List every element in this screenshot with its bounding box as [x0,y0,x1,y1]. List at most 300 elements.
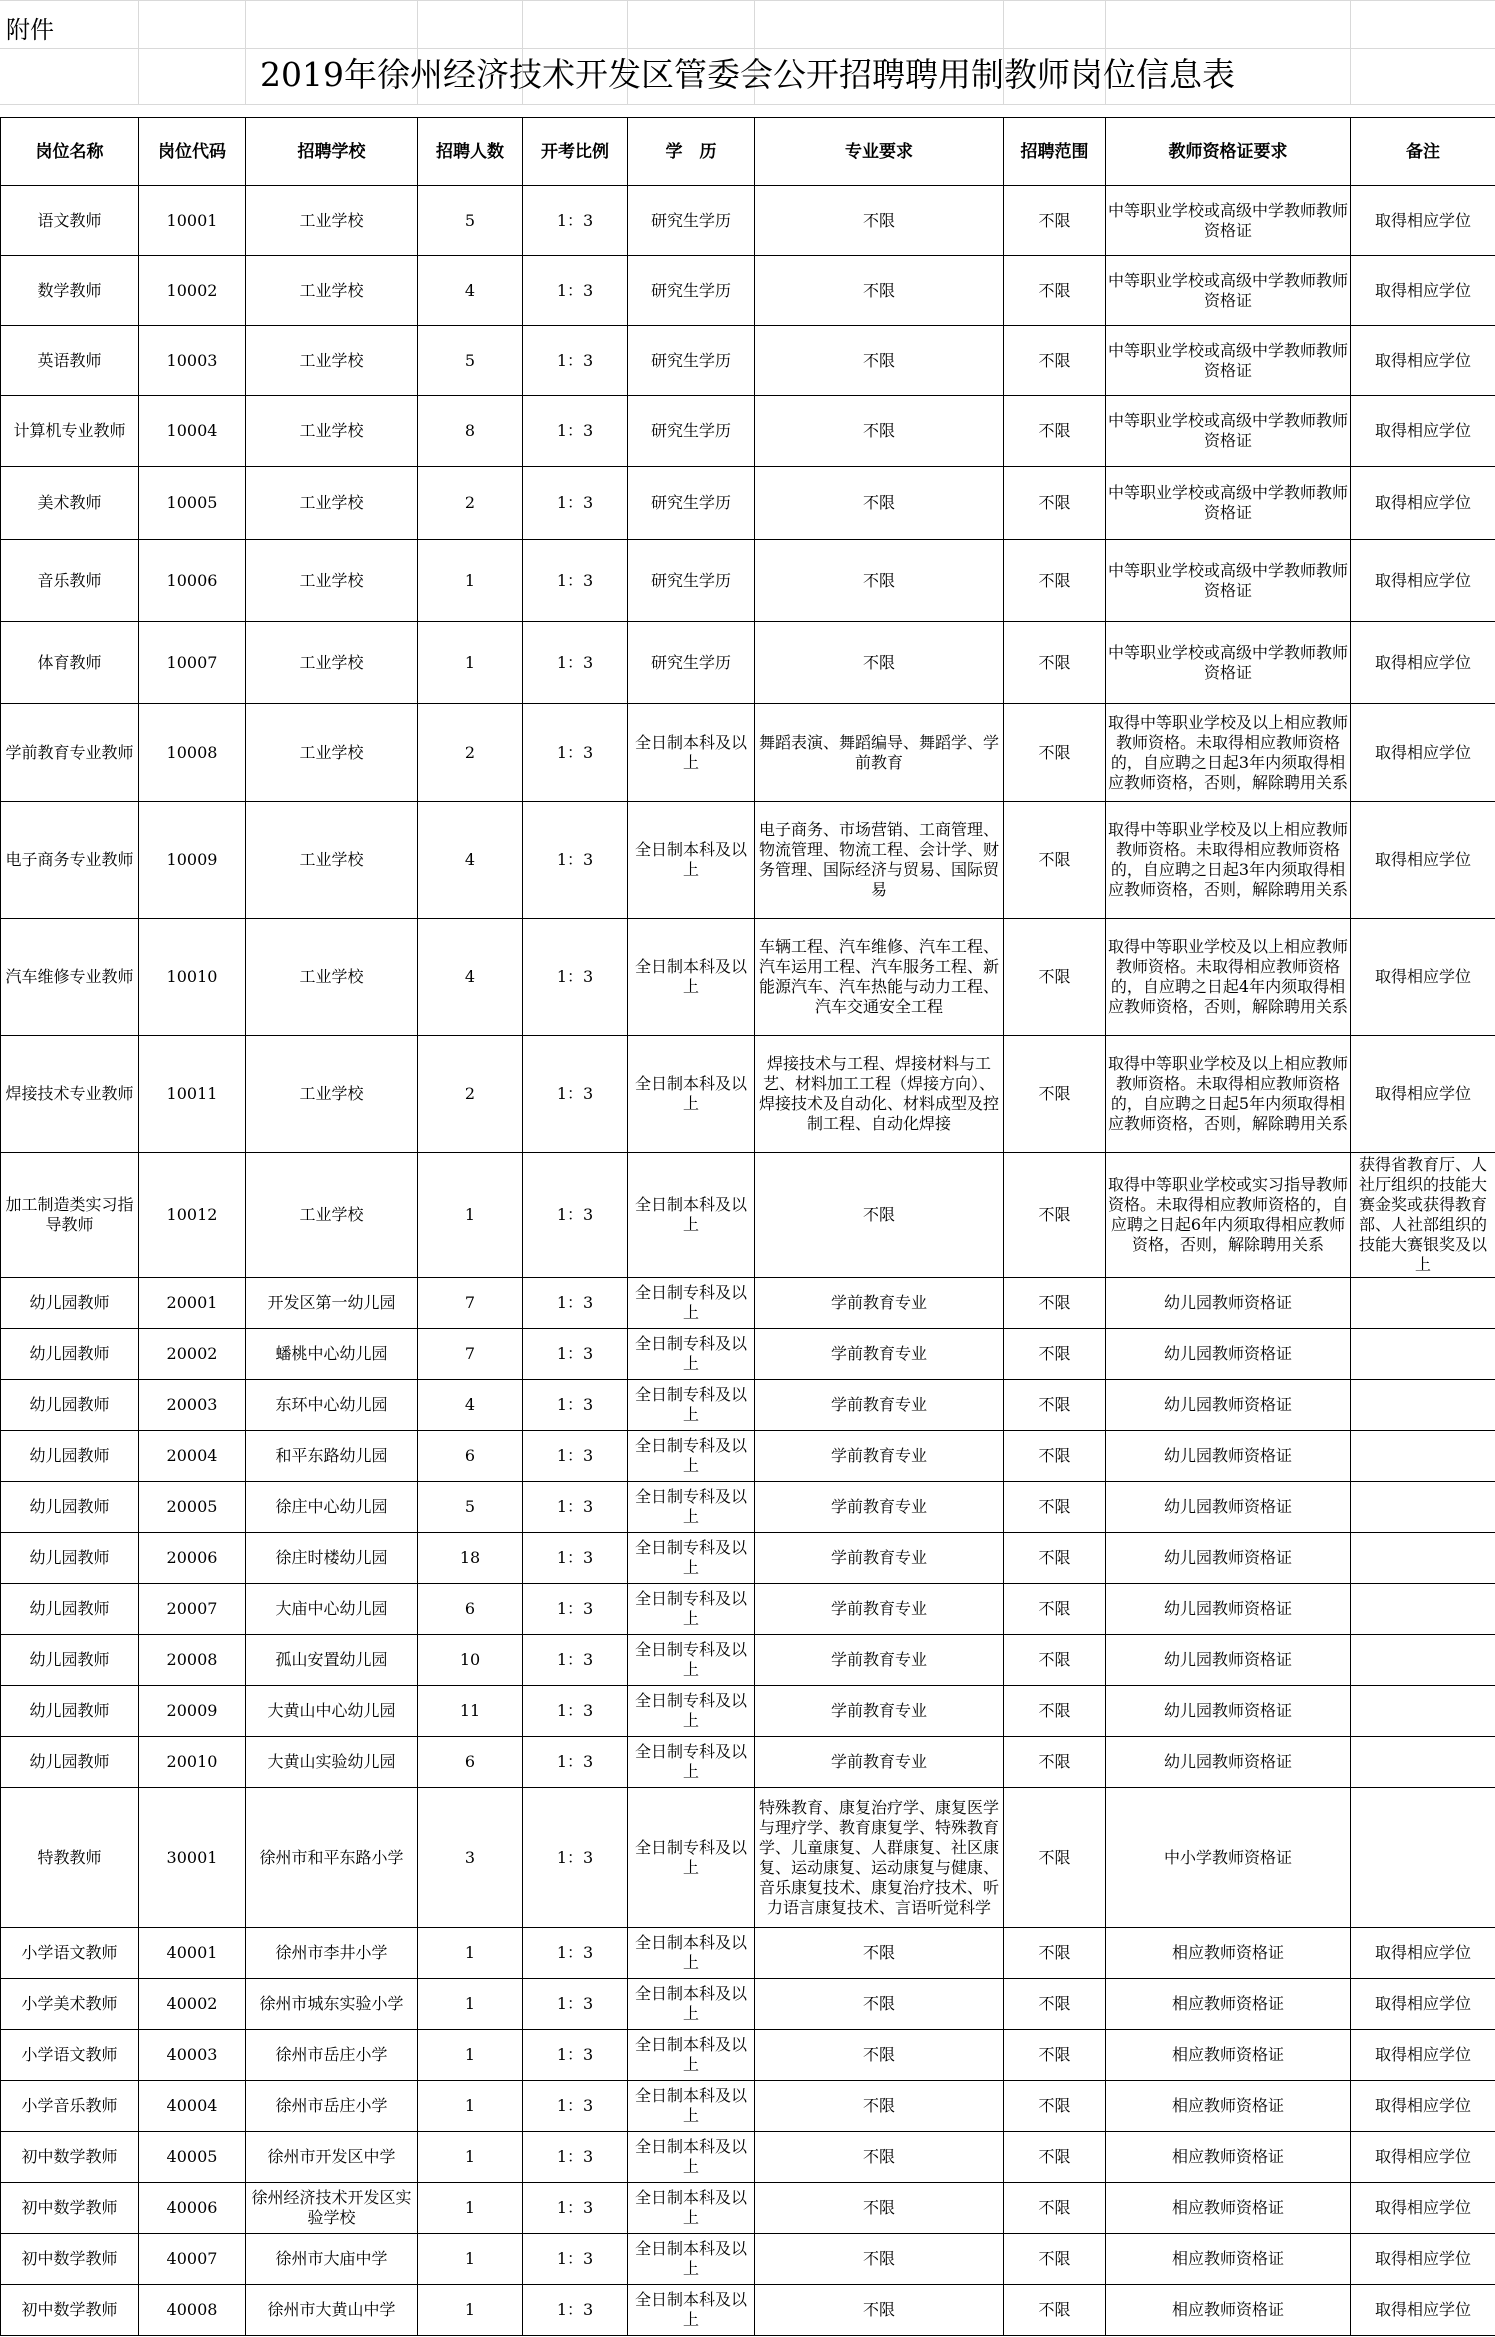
cell-position-code: 10001 [139,186,246,256]
cell-major: 不限 [755,326,1004,396]
table-row [1,256,1495,326]
cell-position-name: 体育教师 [1,622,139,704]
cell-remarks [1351,1584,1495,1635]
cell-headcount: 4 [418,802,523,919]
cell-scope: 不限 [1004,1979,1106,2030]
cell-school: 大庙中心幼儿园 [246,1584,418,1635]
cell-position-name: 数学教师 [1,256,139,326]
cell-school: 徐州市和平东路小学 [246,1788,418,1928]
cell-certificate: 中等职业学校或高级中学教师教师资格证 [1106,396,1351,467]
table-header-row [1,118,1495,186]
cell-school: 开发区第一幼儿园 [246,1278,418,1329]
cell-remarks: 取得相应学位 [1351,326,1495,396]
cell-education: 全日制专科及以上 [628,1737,755,1788]
cell-education: 全日制本科及以上 [628,2234,755,2285]
cell-school: 徐庄时楼幼儿园 [246,1533,418,1584]
cell-position-code: 30001 [139,1788,246,1928]
cell-remarks: 取得相应学位 [1351,704,1495,802]
cell-position-name: 加工制造类实习指导教师 [1,1153,139,1278]
cell-major: 不限 [755,2183,1004,2234]
cell-position-code: 20007 [139,1584,246,1635]
cell-school: 大黄山实验幼儿园 [246,1737,418,1788]
cell-major: 焊接技术与工程、焊接材料与工艺、材料加工工程（焊接方向）、焊接技术及自动化、材料成型及控制工程、自动化焊接 [755,1036,1004,1153]
table-row [1,2234,1495,2285]
cell-scope: 不限 [1004,2183,1106,2234]
cell-exam-ratio: 1：3 [523,1278,628,1329]
cell-major: 不限 [755,1979,1004,2030]
cell-scope: 不限 [1004,1431,1106,1482]
cell-major: 学前教育专业 [755,1635,1004,1686]
cell-scope: 不限 [1004,1686,1106,1737]
cell-education: 全日制本科及以上 [628,802,755,919]
cell-remarks [1351,1380,1495,1431]
cell-exam-ratio: 1：3 [523,1788,628,1928]
cell-headcount: 1 [418,622,523,704]
header-exam-ratio: 开考比例 [523,118,628,186]
cell-position-code: 20009 [139,1686,246,1737]
table-row [1,1329,1495,1380]
cell-scope: 不限 [1004,1153,1106,1278]
cell-school: 工业学校 [246,1036,418,1153]
cell-scope: 不限 [1004,1737,1106,1788]
cell-certificate: 中等职业学校或高级中学教师教师资格证 [1106,326,1351,396]
table-row [1,1979,1495,2030]
cell-remarks: 取得相应学位 [1351,1979,1495,2030]
cell-school: 工业学校 [246,704,418,802]
cell-position-name: 幼儿园教师 [1,1431,139,1482]
cell-scope: 不限 [1004,1788,1106,1928]
cell-exam-ratio: 1：3 [523,256,628,326]
cell-school: 工业学校 [246,467,418,540]
header-position-name: 岗位名称 [1,118,139,186]
cell-position-code: 10006 [139,540,246,622]
cell-education: 全日制专科及以上 [628,1329,755,1380]
cell-position-name: 电子商务专业教师 [1,802,139,919]
header-school: 招聘学校 [246,118,418,186]
cell-certificate: 相应教师资格证 [1106,2132,1351,2183]
cell-major: 学前教育专业 [755,1584,1004,1635]
cell-exam-ratio: 1：3 [523,1380,628,1431]
cell-headcount: 5 [418,326,523,396]
cell-education: 全日制本科及以上 [628,704,755,802]
cell-exam-ratio: 1：3 [523,186,628,256]
cell-headcount: 1 [418,2081,523,2132]
cell-headcount: 18 [418,1533,523,1584]
cell-remarks: 取得相应学位 [1351,2285,1495,2336]
cell-certificate: 相应教师资格证 [1106,1979,1351,2030]
cell-position-name: 汽车维修专业教师 [1,919,139,1036]
table-row [1,1737,1495,1788]
cell-position-name: 英语教师 [1,326,139,396]
cell-position-code: 40001 [139,1928,246,1979]
cell-headcount: 5 [418,1482,523,1533]
cell-certificate: 取得中等职业学校及以上相应教师教师资格。未取得相应教师资格的，自应聘之日起4年内须取得相应教师资格，否则，解除聘用关系 [1106,919,1351,1036]
cell-exam-ratio: 1：3 [523,1686,628,1737]
cell-headcount: 1 [418,540,523,622]
cell-exam-ratio: 1：3 [523,396,628,467]
cell-position-name: 小学语文教师 [1,1928,139,1979]
cell-major: 学前教育专业 [755,1278,1004,1329]
table-row [1,2285,1495,2336]
cell-certificate: 幼儿园教师资格证 [1106,1533,1351,1584]
cell-remarks: 取得相应学位 [1351,2234,1495,2285]
cell-headcount: 1 [418,2132,523,2183]
cell-scope: 不限 [1004,1584,1106,1635]
table-row [1,704,1495,802]
cell-scope: 不限 [1004,326,1106,396]
cell-major: 学前教育专业 [755,1686,1004,1737]
cell-education: 研究生学历 [628,256,755,326]
cell-position-code: 10008 [139,704,246,802]
cell-remarks: 取得相应学位 [1351,186,1495,256]
cell-school: 工业学校 [246,802,418,919]
cell-position-name: 幼儿园教师 [1,1635,139,1686]
cell-education: 全日制本科及以上 [628,2285,755,2336]
position-table [0,117,1495,2336]
cell-scope: 不限 [1004,396,1106,467]
cell-remarks [1351,1737,1495,1788]
cell-scope: 不限 [1004,704,1106,802]
cell-position-code: 40004 [139,2081,246,2132]
table-row [1,1686,1495,1737]
cell-school: 大黄山中心幼儿园 [246,1686,418,1737]
table-row [1,2081,1495,2132]
cell-education: 全日制本科及以上 [628,1979,755,2030]
cell-education: 全日制专科及以上 [628,1788,755,1928]
cell-education: 全日制专科及以上 [628,1584,755,1635]
cell-exam-ratio: 1：3 [523,1153,628,1278]
cell-position-name: 幼儿园教师 [1,1584,139,1635]
cell-school: 蟠桃中心幼儿园 [246,1329,418,1380]
cell-remarks [1351,1482,1495,1533]
cell-scope: 不限 [1004,2234,1106,2285]
cell-education: 全日制本科及以上 [628,2132,755,2183]
table-row [1,1482,1495,1533]
cell-position-code: 20004 [139,1431,246,1482]
cell-certificate: 幼儿园教师资格证 [1106,1737,1351,1788]
cell-scope: 不限 [1004,2081,1106,2132]
cell-headcount: 1 [418,2234,523,2285]
cell-position-code: 40007 [139,2234,246,2285]
cell-education: 研究生学历 [628,467,755,540]
cell-school: 徐州市城东实验小学 [246,1979,418,2030]
cell-position-code: 40002 [139,1979,246,2030]
cell-position-code: 20005 [139,1482,246,1533]
cell-major: 舞蹈表演、舞蹈编导、舞蹈学、学前教育 [755,704,1004,802]
cell-headcount: 6 [418,1584,523,1635]
table-row [1,1278,1495,1329]
cell-headcount: 7 [418,1278,523,1329]
cell-exam-ratio: 1：3 [523,1979,628,2030]
cell-major: 车辆工程、汽车维修、汽车工程、汽车运用工程、汽车服务工程、新能源汽车、汽车热能与动力工程、汽车交通安全工程 [755,919,1004,1036]
cell-remarks: 取得相应学位 [1351,2132,1495,2183]
cell-remarks: 取得相应学位 [1351,802,1495,919]
cell-position-code: 20001 [139,1278,246,1329]
cell-position-name: 学前教育专业教师 [1,704,139,802]
cell-certificate: 幼儿园教师资格证 [1106,1635,1351,1686]
cell-scope: 不限 [1004,1482,1106,1533]
table-row [1,1635,1495,1686]
cell-education: 研究生学历 [628,186,755,256]
cell-education: 全日制本科及以上 [628,2030,755,2081]
table-row [1,467,1495,540]
cell-headcount: 4 [418,1380,523,1431]
cell-major: 不限 [755,256,1004,326]
cell-education: 全日制专科及以上 [628,1533,755,1584]
cell-headcount: 4 [418,256,523,326]
cell-scope: 不限 [1004,1533,1106,1584]
cell-scope: 不限 [1004,1635,1106,1686]
cell-certificate: 中等职业学校或高级中学教师教师资格证 [1106,186,1351,256]
cell-major: 不限 [755,2081,1004,2132]
cell-certificate: 幼儿园教师资格证 [1106,1482,1351,1533]
cell-position-code: 40003 [139,2030,246,2081]
header-education: 学 历 [628,118,755,186]
cell-school: 孤山安置幼儿园 [246,1635,418,1686]
table-row [1,622,1495,704]
cell-education: 研究生学历 [628,540,755,622]
cell-remarks [1351,1278,1495,1329]
cell-exam-ratio: 1：3 [523,2234,628,2285]
header-major: 专业要求 [755,118,1004,186]
cell-position-name: 小学美术教师 [1,1979,139,2030]
cell-position-name: 幼儿园教师 [1,1482,139,1533]
cell-headcount: 2 [418,467,523,540]
cell-certificate: 中等职业学校或高级中学教师教师资格证 [1106,467,1351,540]
cell-position-name: 特教教师 [1,1788,139,1928]
cell-scope: 不限 [1004,2132,1106,2183]
cell-school: 工业学校 [246,919,418,1036]
cell-education: 全日制专科及以上 [628,1635,755,1686]
cell-position-code: 10010 [139,919,246,1036]
cell-school: 徐庄中心幼儿园 [246,1482,418,1533]
cell-major: 不限 [755,467,1004,540]
cell-major: 不限 [755,622,1004,704]
cell-major: 学前教育专业 [755,1482,1004,1533]
cell-certificate: 幼儿园教师资格证 [1106,1380,1351,1431]
cell-position-code: 10007 [139,622,246,704]
cell-school: 和平东路幼儿园 [246,1431,418,1482]
table-row [1,1584,1495,1635]
cell-exam-ratio: 1：3 [523,1036,628,1153]
cell-certificate: 相应教师资格证 [1106,2030,1351,2081]
cell-school: 徐州市大黄山中学 [246,2285,418,2336]
cell-position-code: 10012 [139,1153,246,1278]
cell-school: 工业学校 [246,326,418,396]
cell-remarks: 取得相应学位 [1351,622,1495,704]
cell-headcount: 1 [418,1153,523,1278]
cell-education: 研究生学历 [628,396,755,467]
cell-headcount: 5 [418,186,523,256]
cell-exam-ratio: 1：3 [523,2132,628,2183]
cell-major: 学前教育专业 [755,1380,1004,1431]
cell-major: 学前教育专业 [755,1329,1004,1380]
cell-position-code: 20003 [139,1380,246,1431]
cell-exam-ratio: 1：3 [523,1584,628,1635]
cell-education: 全日制专科及以上 [628,1278,755,1329]
table-row [1,1431,1495,1482]
cell-position-code: 40008 [139,2285,246,2336]
cell-certificate: 取得中等职业学校及以上相应教师教师资格。未取得相应教师资格的，自应聘之日起3年内须取得相应教师资格，否则，解除聘用关系 [1106,802,1351,919]
cell-position-name: 幼儿园教师 [1,1686,139,1737]
cell-exam-ratio: 1：3 [523,2183,628,2234]
cell-position-name: 焊接技术专业教师 [1,1036,139,1153]
cell-exam-ratio: 1：3 [523,467,628,540]
cell-headcount: 1 [418,2030,523,2081]
cell-education: 全日制本科及以上 [628,2183,755,2234]
cell-scope: 不限 [1004,919,1106,1036]
header-remarks: 备注 [1351,118,1495,186]
cell-school: 徐州市开发区中学 [246,2132,418,2183]
cell-remarks [1351,1686,1495,1737]
cell-position-code: 20006 [139,1533,246,1584]
cell-remarks [1351,1431,1495,1482]
cell-position-name: 初中数学教师 [1,2234,139,2285]
cell-position-code: 10009 [139,802,246,919]
cell-scope: 不限 [1004,1329,1106,1380]
cell-exam-ratio: 1：3 [523,704,628,802]
cell-remarks: 取得相应学位 [1351,256,1495,326]
cell-certificate: 幼儿园教师资格证 [1106,1431,1351,1482]
cell-certificate: 取得中等职业学校及以上相应教师教师资格。未取得相应教师资格的，自应聘之日起3年内须取得相应教师资格，否则，解除聘用关系 [1106,704,1351,802]
cell-position-code: 10004 [139,396,246,467]
cell-certificate: 相应教师资格证 [1106,2285,1351,2336]
cell-major: 学前教育专业 [755,1737,1004,1788]
cell-certificate: 中等职业学校或高级中学教师教师资格证 [1106,256,1351,326]
cell-school: 工业学校 [246,256,418,326]
cell-certificate: 幼儿园教师资格证 [1106,1278,1351,1329]
cell-exam-ratio: 1：3 [523,1482,628,1533]
cell-school: 工业学校 [246,540,418,622]
cell-scope: 不限 [1004,2285,1106,2336]
header-position-code: 岗位代码 [139,118,246,186]
cell-headcount: 2 [418,1036,523,1153]
cell-exam-ratio: 1：3 [523,2285,628,2336]
cell-major: 不限 [755,186,1004,256]
cell-major: 不限 [755,2285,1004,2336]
cell-certificate: 相应教师资格证 [1106,2183,1351,2234]
cell-school: 工业学校 [246,186,418,256]
cell-headcount: 7 [418,1329,523,1380]
cell-headcount: 6 [418,1737,523,1788]
table-row [1,919,1495,1036]
cell-education: 全日制专科及以上 [628,1686,755,1737]
table-row [1,2030,1495,2081]
cell-certificate: 相应教师资格证 [1106,1928,1351,1979]
cell-headcount: 10 [418,1635,523,1686]
cell-exam-ratio: 1：3 [523,1737,628,1788]
cell-certificate: 幼儿园教师资格证 [1106,1584,1351,1635]
cell-position-name: 美术教师 [1,467,139,540]
cell-certificate: 幼儿园教师资格证 [1106,1329,1351,1380]
attachment-label: 附件 [6,16,54,44]
cell-certificate: 幼儿园教师资格证 [1106,1686,1351,1737]
cell-school: 工业学校 [246,396,418,467]
cell-position-code: 20002 [139,1329,246,1380]
cell-major: 不限 [755,1928,1004,1979]
cell-scope: 不限 [1004,1278,1106,1329]
cell-major: 电子商务、市场营销、工商管理、物流管理、物流工程、会计学、财务管理、国际经济与贸易、国际贸易 [755,802,1004,919]
cell-exam-ratio: 1：3 [523,540,628,622]
cell-position-name: 幼儿园教师 [1,1380,139,1431]
cell-certificate: 中等职业学校或高级中学教师教师资格证 [1106,540,1351,622]
cell-scope: 不限 [1004,467,1106,540]
cell-position-name: 初中数学教师 [1,2285,139,2336]
cell-exam-ratio: 1：3 [523,2081,628,2132]
cell-position-name: 幼儿园教师 [1,1737,139,1788]
cell-scope: 不限 [1004,2030,1106,2081]
cell-scope: 不限 [1004,1036,1106,1153]
cell-remarks: 取得相应学位 [1351,2081,1495,2132]
cell-position-name: 幼儿园教师 [1,1329,139,1380]
cell-position-code: 10011 [139,1036,246,1153]
table-row [1,802,1495,919]
cell-education: 全日制本科及以上 [628,1153,755,1278]
table-row [1,1036,1495,1153]
table-row [1,326,1495,396]
cell-certificate: 取得中等职业学校及以上相应教师教师资格。未取得相应教师资格的，自应聘之日起5年内须取得相应教师资格，否则，解除聘用关系 [1106,1036,1351,1153]
grid-line [0,48,1495,49]
cell-major: 不限 [755,2234,1004,2285]
cell-school: 徐州市李井小学 [246,1928,418,1979]
cell-major: 不限 [755,2132,1004,2183]
cell-headcount: 4 [418,919,523,1036]
cell-remarks: 取得相应学位 [1351,396,1495,467]
cell-headcount: 1 [418,1979,523,2030]
cell-position-name: 初中数学教师 [1,2183,139,2234]
cell-remarks: 取得相应学位 [1351,2183,1495,2234]
cell-education: 研究生学历 [628,622,755,704]
cell-remarks: 取得相应学位 [1351,1928,1495,1979]
cell-remarks: 取得相应学位 [1351,2030,1495,2081]
cell-remarks: 取得相应学位 [1351,1036,1495,1153]
grid-line [0,104,1495,105]
cell-position-code: 10002 [139,256,246,326]
cell-school: 工业学校 [246,1153,418,1278]
cell-remarks: 取得相应学位 [1351,540,1495,622]
cell-exam-ratio: 1：3 [523,2030,628,2081]
cell-remarks: 取得相应学位 [1351,467,1495,540]
cell-remarks: 取得相应学位 [1351,919,1495,1036]
cell-headcount: 1 [418,2183,523,2234]
cell-major: 不限 [755,2030,1004,2081]
cell-scope: 不限 [1004,540,1106,622]
cell-position-name: 初中数学教师 [1,2132,139,2183]
table-body [1,186,1495,2336]
cell-certificate: 中小学教师资格证 [1106,1788,1351,1928]
table-row [1,1380,1495,1431]
cell-remarks [1351,1533,1495,1584]
cell-position-name: 小学语文教师 [1,2030,139,2081]
cell-education: 研究生学历 [628,326,755,396]
table-row [1,396,1495,467]
cell-major: 特殊教育、康复治疗学、康复医学与理疗学、教育康复学、特殊教育学、儿童康复、人群康复、社区康复、运动康复、运动康复与健康、音乐康复技术、康复治疗技术、听力语言康复技术、言语听觉科学 [755,1788,1004,1928]
cell-scope: 不限 [1004,256,1106,326]
cell-major: 不限 [755,396,1004,467]
cell-position-name: 小学音乐教师 [1,2081,139,2132]
cell-school: 徐州市大庙中学 [246,2234,418,2285]
cell-education: 全日制专科及以上 [628,1482,755,1533]
table-row [1,2183,1495,2234]
cell-scope: 不限 [1004,1928,1106,1979]
table-row [1,1928,1495,1979]
cell-headcount: 8 [418,396,523,467]
cell-exam-ratio: 1：3 [523,326,628,396]
cell-position-name: 语文教师 [1,186,139,256]
table-row [1,2132,1495,2183]
cell-headcount: 1 [418,2285,523,2336]
cell-scope: 不限 [1004,186,1106,256]
